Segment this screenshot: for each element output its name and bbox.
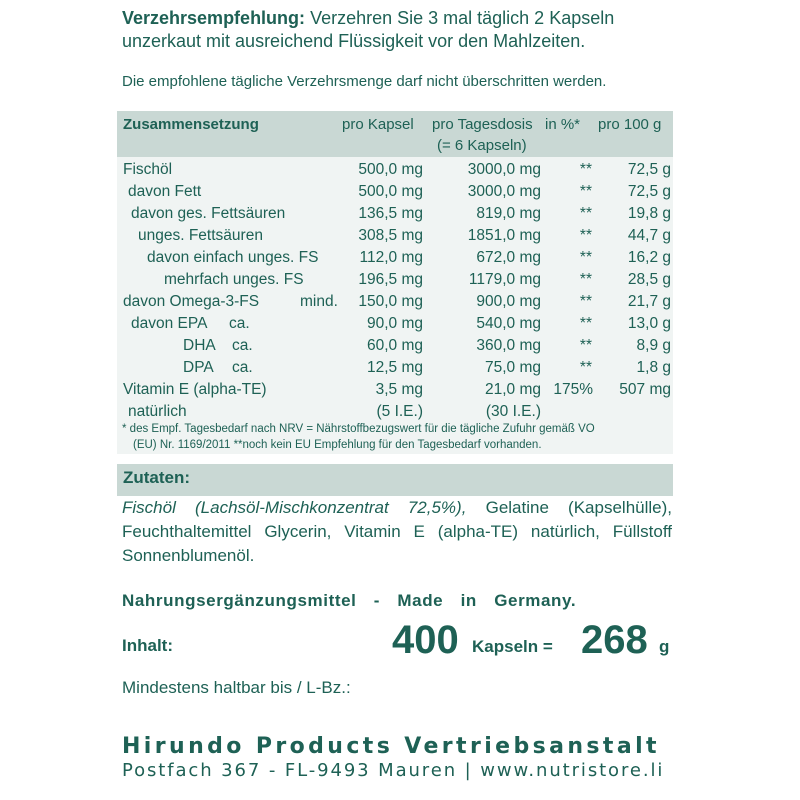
row-percent: ** [579,227,592,244]
content-weight-unit: g [659,637,670,656]
company-address: Postfach 367 - FL-9493 Mauren | www.nutristore.li [122,760,665,781]
row-qualifier: ca. [232,337,253,354]
company-name: Hirundo Products Vertriebsanstalt [122,734,660,759]
row-per-capsule: 150,0 mg [358,293,423,310]
header-composition: Zusammensetzung [123,116,259,133]
row-name: davon Fett [128,183,202,200]
dosage-warning: Die empfohlene tägliche Verzehrsmenge darf nicht überschritten werden. [122,73,607,90]
header-per-capsule: pro Kapsel [342,116,414,133]
row-per-daily: 21,0 mg [484,381,541,398]
row-per-capsule: 500,0 mg [358,161,423,178]
ingredients-rest: Gelatine (Kapselhülle), Feuchthaltemittel Glycerin, Vitamin E (alpha-TE) natürlich, Füllstoff Sonnenblumenöl. [122,498,673,565]
row-per-capsule: 12,5 mg [366,359,423,376]
row-per-100g: 19,8 g [627,205,671,222]
best-before: Mindestens haltbar bis / L-Bz.: [122,678,351,697]
row-per-100g: 8,9 g [636,337,671,354]
row-name: davon EPA [131,315,208,332]
row-per-capsule: 196,5 mg [358,271,423,288]
row-per-100g: 507 mg [619,381,671,398]
row-per-daily: 1851,0 mg [467,227,541,244]
header-per-100g: pro 100 g [598,116,662,133]
header-per-daily: pro Tagesdosis [432,116,533,133]
row-percent: ** [579,161,592,178]
row-per-daily: 75,0 mg [484,359,541,376]
row-percent: ** [579,205,592,222]
dosage-recommendation [122,7,614,29]
made-in-germany: Nahrungsergänzungsmittel - Made in Germany. [122,591,577,610]
dosage-label: Verzehrsempfehlung: [122,8,306,28]
row-name: davon Omega-3-FS [123,293,260,310]
table-footnote-2: (EU) Nr. 1169/2011 **noch kein EU Empfehlung für den Tagesbedarf vorhanden. [133,439,542,451]
row-per-100g: 72,5 g [627,161,671,178]
header-percent: in %* [545,116,581,133]
row-per-daily: 360,0 mg [476,337,541,354]
row-per-daily: (30 I.E.) [485,403,541,420]
row-per-100g: 16,2 g [627,249,671,266]
row-percent: ** [579,359,592,376]
row-qualifier: mind. [300,293,338,310]
content-weight: 268 [581,618,648,662]
capsule-unit: Kapseln = [472,637,553,656]
row-per-capsule: 3,5 mg [375,381,423,398]
dosage-text-line1: Verzehren Sie 3 mal täglich 2 Kapseln [310,8,615,28]
row-per-daily: 540,0 mg [476,315,541,332]
row-per-100g: 1,8 g [636,359,671,376]
row-name: DHA [183,337,216,354]
row-per-capsule: 90,0 mg [366,315,423,332]
row-per-daily: 672,0 mg [476,249,541,266]
ingredients-header-background [117,464,673,496]
row-percent: ** [579,293,592,310]
row-percent: ** [579,271,592,288]
row-name: Fischöl [123,161,173,178]
ingredients-fish-oil: Fischöl (Lachsöl-Mischkonzentrat 72,5%), [122,498,467,517]
row-name: unges. Fettsäuren [138,227,263,244]
row-per-daily: 3000,0 mg [467,161,541,178]
row-name: davon ges. Fettsäuren [131,205,286,222]
row-per-daily: 900,0 mg [476,293,541,310]
ingredients-text [122,496,672,568]
row-name: DPA [183,359,214,376]
row-per-capsule: 112,0 mg [359,249,423,266]
row-percent: ** [579,337,592,354]
header-per-daily-sub: (= 6 Kapseln) [437,137,527,154]
content-label: Inhalt: [122,636,173,655]
row-qualifier: ca. [232,359,253,376]
row-name: mehrfach unges. FS [164,271,304,288]
row-qualifier: ca. [229,315,250,332]
row-per-daily: 3000,0 mg [467,183,541,200]
row-percent: ** [579,315,592,332]
ingredients-title: Zutaten: [123,468,191,487]
row-percent: ** [579,249,592,266]
row-per-capsule: 136,5 mg [358,205,423,222]
dosage-text-line2: unzerkaut mit ausreichend Flüssigkeit vor den Mahlzeiten. [122,31,586,51]
row-per-100g: 21,7 g [627,293,671,310]
row-per-capsule: 60,0 mg [366,337,423,354]
row-per-capsule: 500,0 mg [358,183,423,200]
row-per-100g: 28,5 g [627,271,671,288]
row-percent: 175% [553,381,593,398]
row-per-capsule: (5 I.E.) [376,403,423,420]
row-name: Vitamin E (alpha-TE) [123,381,267,398]
row-per-100g: 13,0 g [627,315,671,332]
row-per-daily: 1179,0 mg [468,271,541,288]
row-per-100g: 44,7 g [627,227,671,244]
row-per-daily: 819,0 mg [476,205,541,222]
row-name: davon einfach unges. FS [147,249,319,266]
capsule-count: 400 [392,618,459,662]
table-footnote-1: * des Empf. Tagesbedarf nach NRV = Nährstoffbezugswert für die tägliche Zufuhr gemäß VO [122,423,595,435]
row-per-100g: 72,5 g [627,183,671,200]
row-per-capsule: 308,5 mg [358,227,423,244]
row-name: natürlich [128,403,187,420]
row-percent: ** [579,183,592,200]
